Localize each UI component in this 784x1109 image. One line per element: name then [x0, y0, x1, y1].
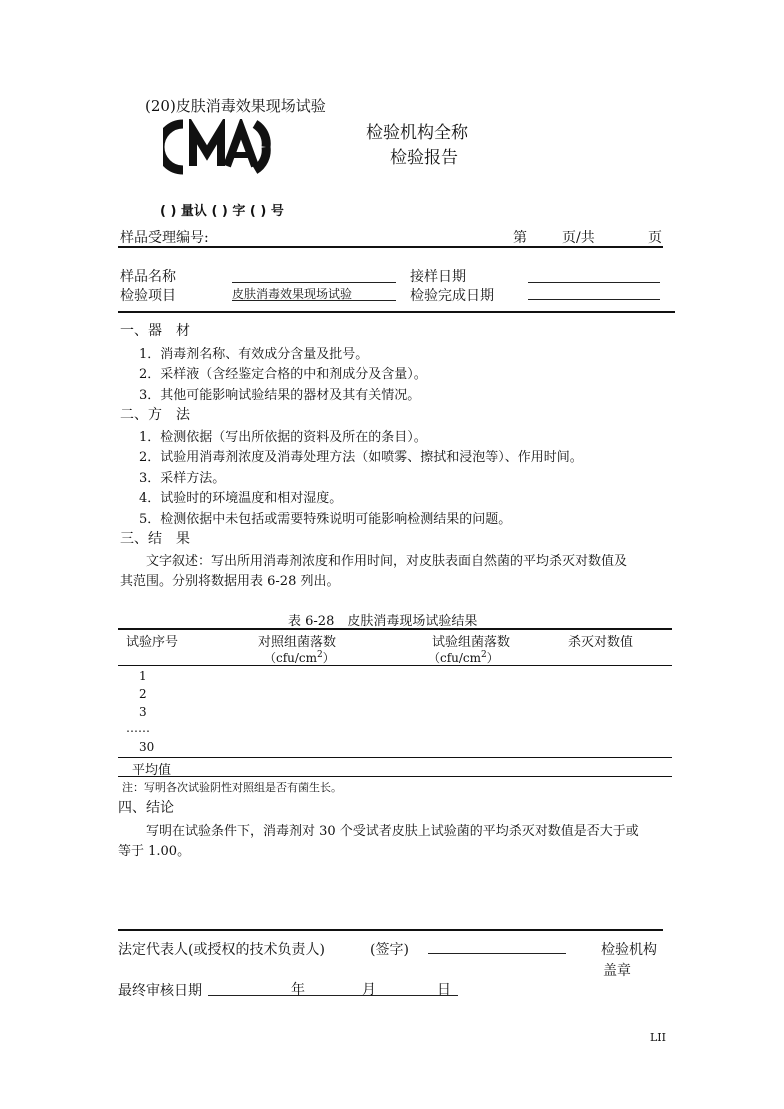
sample-name-label: 样品名称 [120, 269, 176, 285]
final-review-label: 最终审核日期 [118, 983, 202, 999]
conclusion-heading: 四、结论 [118, 800, 174, 816]
table-caption: 表 6-28 皮肤消毒现场试验结果 [288, 614, 478, 629]
day-label: 日 [437, 982, 451, 998]
signature-label: (签字) [370, 942, 409, 958]
result-heading: 三、结 果 [120, 531, 190, 547]
signature-field[interactable] [428, 953, 566, 954]
col-log-header: 杀灭对数值 [568, 635, 634, 650]
test-item-field[interactable] [232, 300, 396, 301]
result-text-line1: 文字叙述：写出所用消毒剂浓度和作用时间，对皮肤表面自然菌的平均杀灭对数值及 [146, 554, 628, 569]
conclusion-text-line2: 等于 1.00。 [118, 844, 191, 859]
table-bottom-rule [118, 776, 672, 777]
col-seq-header: 试验序号 [126, 635, 179, 650]
page-ye: 页 [648, 230, 662, 246]
equipment-heading: 一、器 材 [120, 323, 190, 339]
divider-info [118, 311, 675, 313]
conclusion-text-line1: 写明在试验条件下，消毒剂对 30 个受试者皮肤上试验菌的平均杀灭对数值是否大于或 [146, 824, 639, 839]
method-item: 5．检测依据中未包括或需要特殊说明可能影响检测结果的问题。 [139, 512, 512, 527]
sample-name-field[interactable] [232, 282, 396, 283]
final-review-date-field[interactable] [208, 995, 458, 996]
method-item: 4．试验时的环境温度和相对湿度。 [139, 491, 343, 506]
divider-top [118, 246, 663, 248]
page-ye-gong: 页/共 [562, 230, 595, 246]
table-row: …… [126, 721, 150, 735]
report-title: 检验报告 [390, 148, 458, 168]
table-header-rule [118, 665, 672, 666]
table-note: 注：写明各次试验阴性对照组是否有菌生长。 [122, 781, 342, 794]
average-label: 平均值 [132, 763, 172, 778]
footer-rule [118, 929, 663, 931]
table-top-rule [118, 628, 672, 630]
table-row: 30 [139, 740, 155, 754]
table-row: 3 [139, 705, 147, 719]
receive-date-field[interactable] [528, 282, 660, 283]
sample-number-label: 样品受理编号: [120, 230, 209, 246]
equipment-item: 3．其他可能影响试验结果的器材及其有关情况。 [139, 388, 421, 403]
method-heading: 二、方 法 [120, 407, 190, 423]
method-item: 3．采样方法。 [139, 471, 226, 486]
equipment-item: 2．采样液（含经鉴定合格的中和剂成分及含量）。 [139, 367, 427, 382]
year-label: 年 [291, 982, 305, 998]
control-unit: $(cfu/cm^2)$ [264, 650, 335, 665]
result-text-line2: 其范围。分别将数据用表 6-28 列出。 [120, 574, 340, 589]
org-name: 检验机构全称 [366, 123, 468, 143]
test-item-label: 检验项目 [120, 288, 176, 304]
page-number: LII [650, 1031, 666, 1044]
test-item-value: 皮肤消毒效果现场试验 [232, 287, 353, 301]
table-row: 2 [139, 687, 147, 701]
complete-date-field[interactable] [528, 299, 660, 300]
test-unit: $(cfu/cm^2)$ [428, 650, 499, 665]
receive-date-label: 接样日期 [410, 269, 466, 285]
month-label: 月 [362, 982, 376, 998]
table-row: 1 [139, 669, 147, 683]
form-title: (20)皮肤消毒效果现场试验 [145, 97, 326, 115]
seal-label: 盖章 [603, 963, 631, 979]
col-control-header: 对照组菌落数 [258, 635, 337, 650]
method-item: 1．检测依据（写出所依据的资料及所在的条目）。 [139, 430, 427, 445]
cert-number: ( ) 量认 ( ) 字 ( ) 号 [160, 204, 284, 219]
equipment-item: 1．消毒剂名称、有效成分含量及批号。 [139, 347, 369, 362]
complete-date-label: 检验完成日期 [410, 288, 494, 304]
method-item: 2．试验用消毒剂浓度及消毒处理方法（如喷雾、擦拭和浸泡等）、作用时间。 [139, 450, 583, 465]
agency-label: 检验机构 [601, 942, 657, 958]
cma-logo [163, 119, 273, 175]
legal-rep-label: 法定代表人(或授权的技术负责人) [118, 942, 325, 958]
page-di: 第 [513, 230, 527, 246]
col-test-header: 试验组菌落数 [432, 635, 511, 650]
table-average-rule [118, 757, 672, 758]
